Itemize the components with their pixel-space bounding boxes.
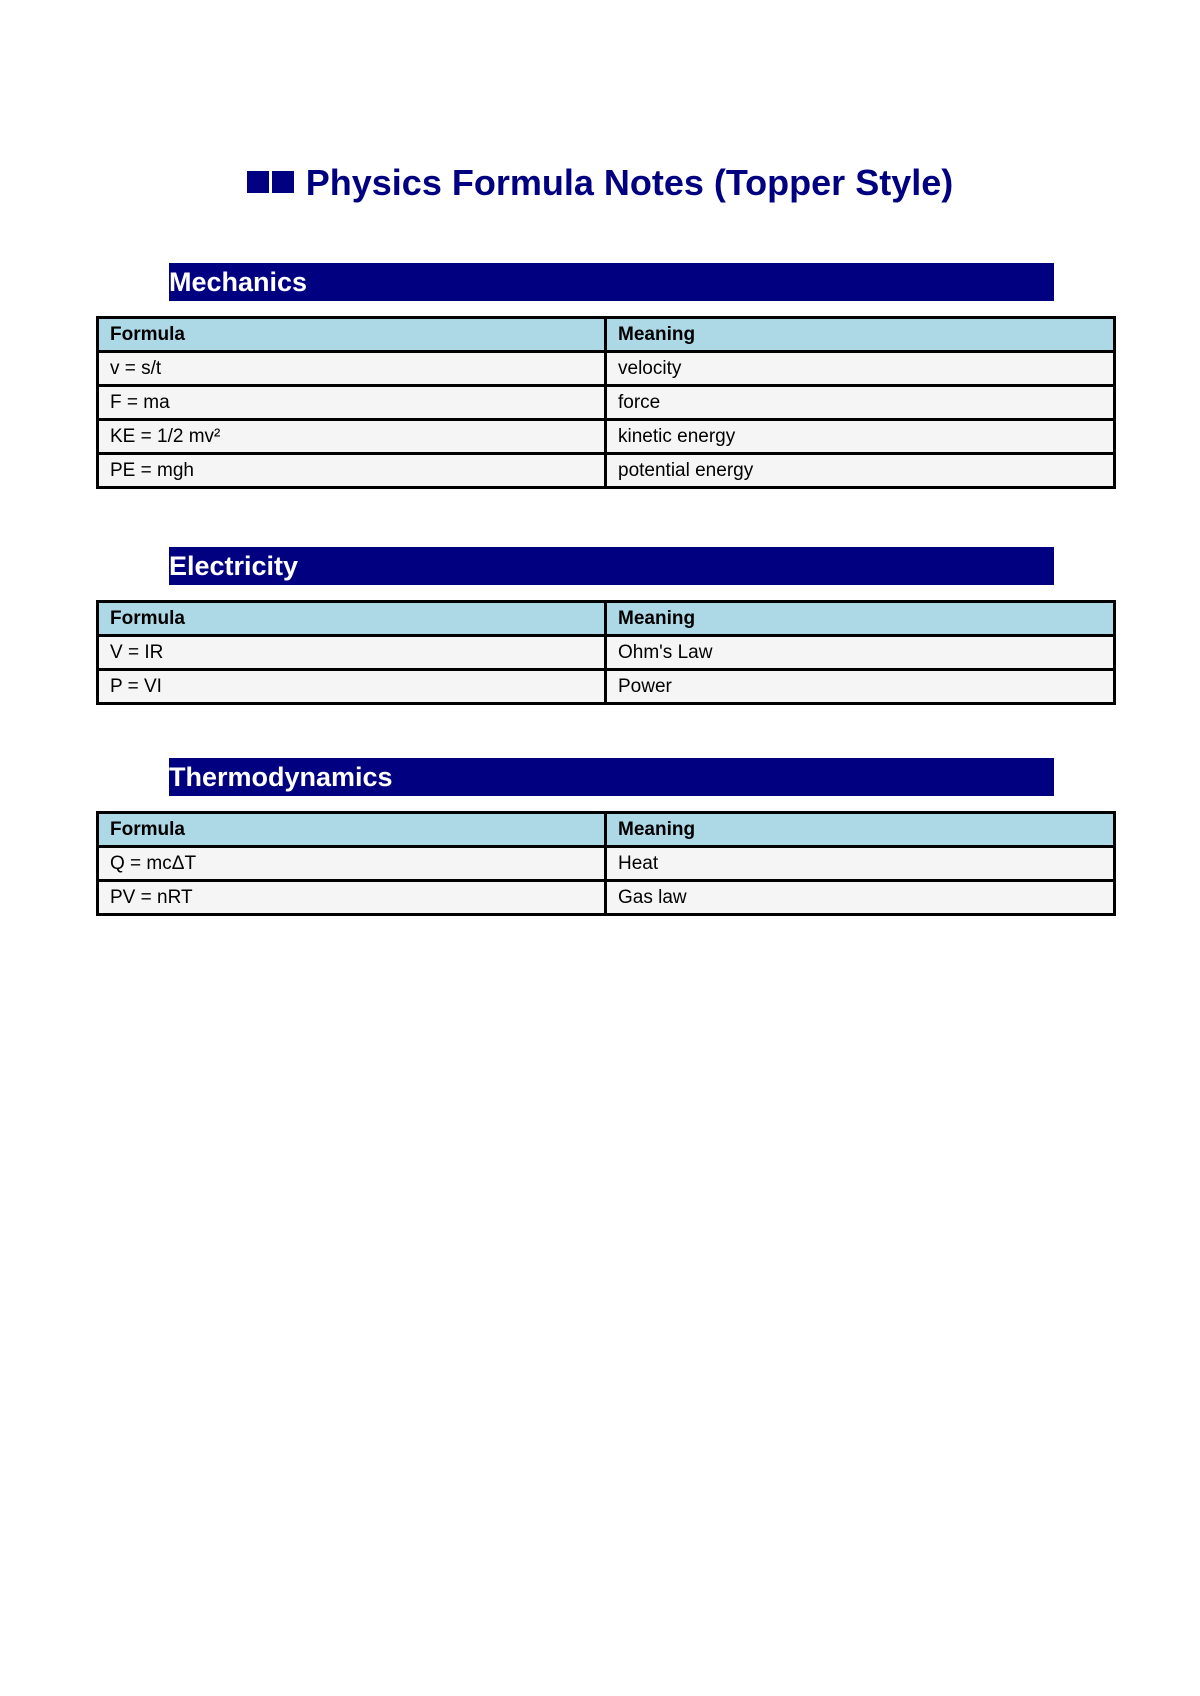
section-thermodynamics	[96, 758, 1113, 916]
table-row	[98, 847, 1115, 881]
table-row	[98, 352, 1115, 386]
formula-cell: v = s/t	[98, 352, 606, 386]
table-row	[98, 670, 1115, 704]
formula-cell: PV = nRT	[98, 881, 606, 915]
black-square-icon	[247, 171, 269, 193]
table-row	[98, 420, 1115, 454]
meaning-cell: potential energy	[606, 454, 1115, 488]
formula-table	[96, 600, 1116, 705]
formula-table	[96, 316, 1116, 489]
table-header-row	[98, 813, 1115, 847]
page-title	[0, 158, 1200, 208]
formula-cell: V = IR	[98, 636, 606, 670]
table-header-row	[98, 602, 1115, 636]
formula-cell: KE = 1/2 mv²	[98, 420, 606, 454]
black-square-icon	[272, 171, 294, 193]
table-row	[98, 386, 1115, 420]
formula-table	[96, 811, 1116, 916]
formula-cell: PE = mgh	[98, 454, 606, 488]
column-header-formula: Formula	[98, 813, 606, 847]
meaning-cell: kinetic energy	[606, 420, 1115, 454]
table-row	[98, 454, 1115, 488]
meaning-cell: Gas law	[606, 881, 1115, 915]
column-header-formula: Formula	[98, 318, 606, 352]
section-heading: Electricity	[169, 547, 1054, 585]
meaning-cell: Ohm's Law	[606, 636, 1115, 670]
section-mechanics	[96, 263, 1113, 489]
column-header-meaning: Meaning	[606, 318, 1115, 352]
section-heading: Mechanics	[169, 263, 1054, 301]
meaning-cell: velocity	[606, 352, 1115, 386]
page-title-text: Physics Formula Notes (Topper Style)	[305, 162, 954, 203]
column-header-meaning: Meaning	[606, 602, 1115, 636]
section-electricity	[96, 547, 1113, 705]
formula-cell: P = VI	[98, 670, 606, 704]
column-header-formula: Formula	[98, 602, 606, 636]
table-row	[98, 881, 1115, 915]
table-row	[98, 636, 1115, 670]
meaning-cell: force	[606, 386, 1115, 420]
table-header-row	[98, 318, 1115, 352]
formula-cell: Q = mcΔT	[98, 847, 606, 881]
column-header-meaning: Meaning	[606, 813, 1115, 847]
meaning-cell: Heat	[606, 847, 1115, 881]
section-heading: Thermodynamics	[169, 758, 1054, 796]
formula-cell: F = ma	[98, 386, 606, 420]
meaning-cell: Power	[606, 670, 1115, 704]
